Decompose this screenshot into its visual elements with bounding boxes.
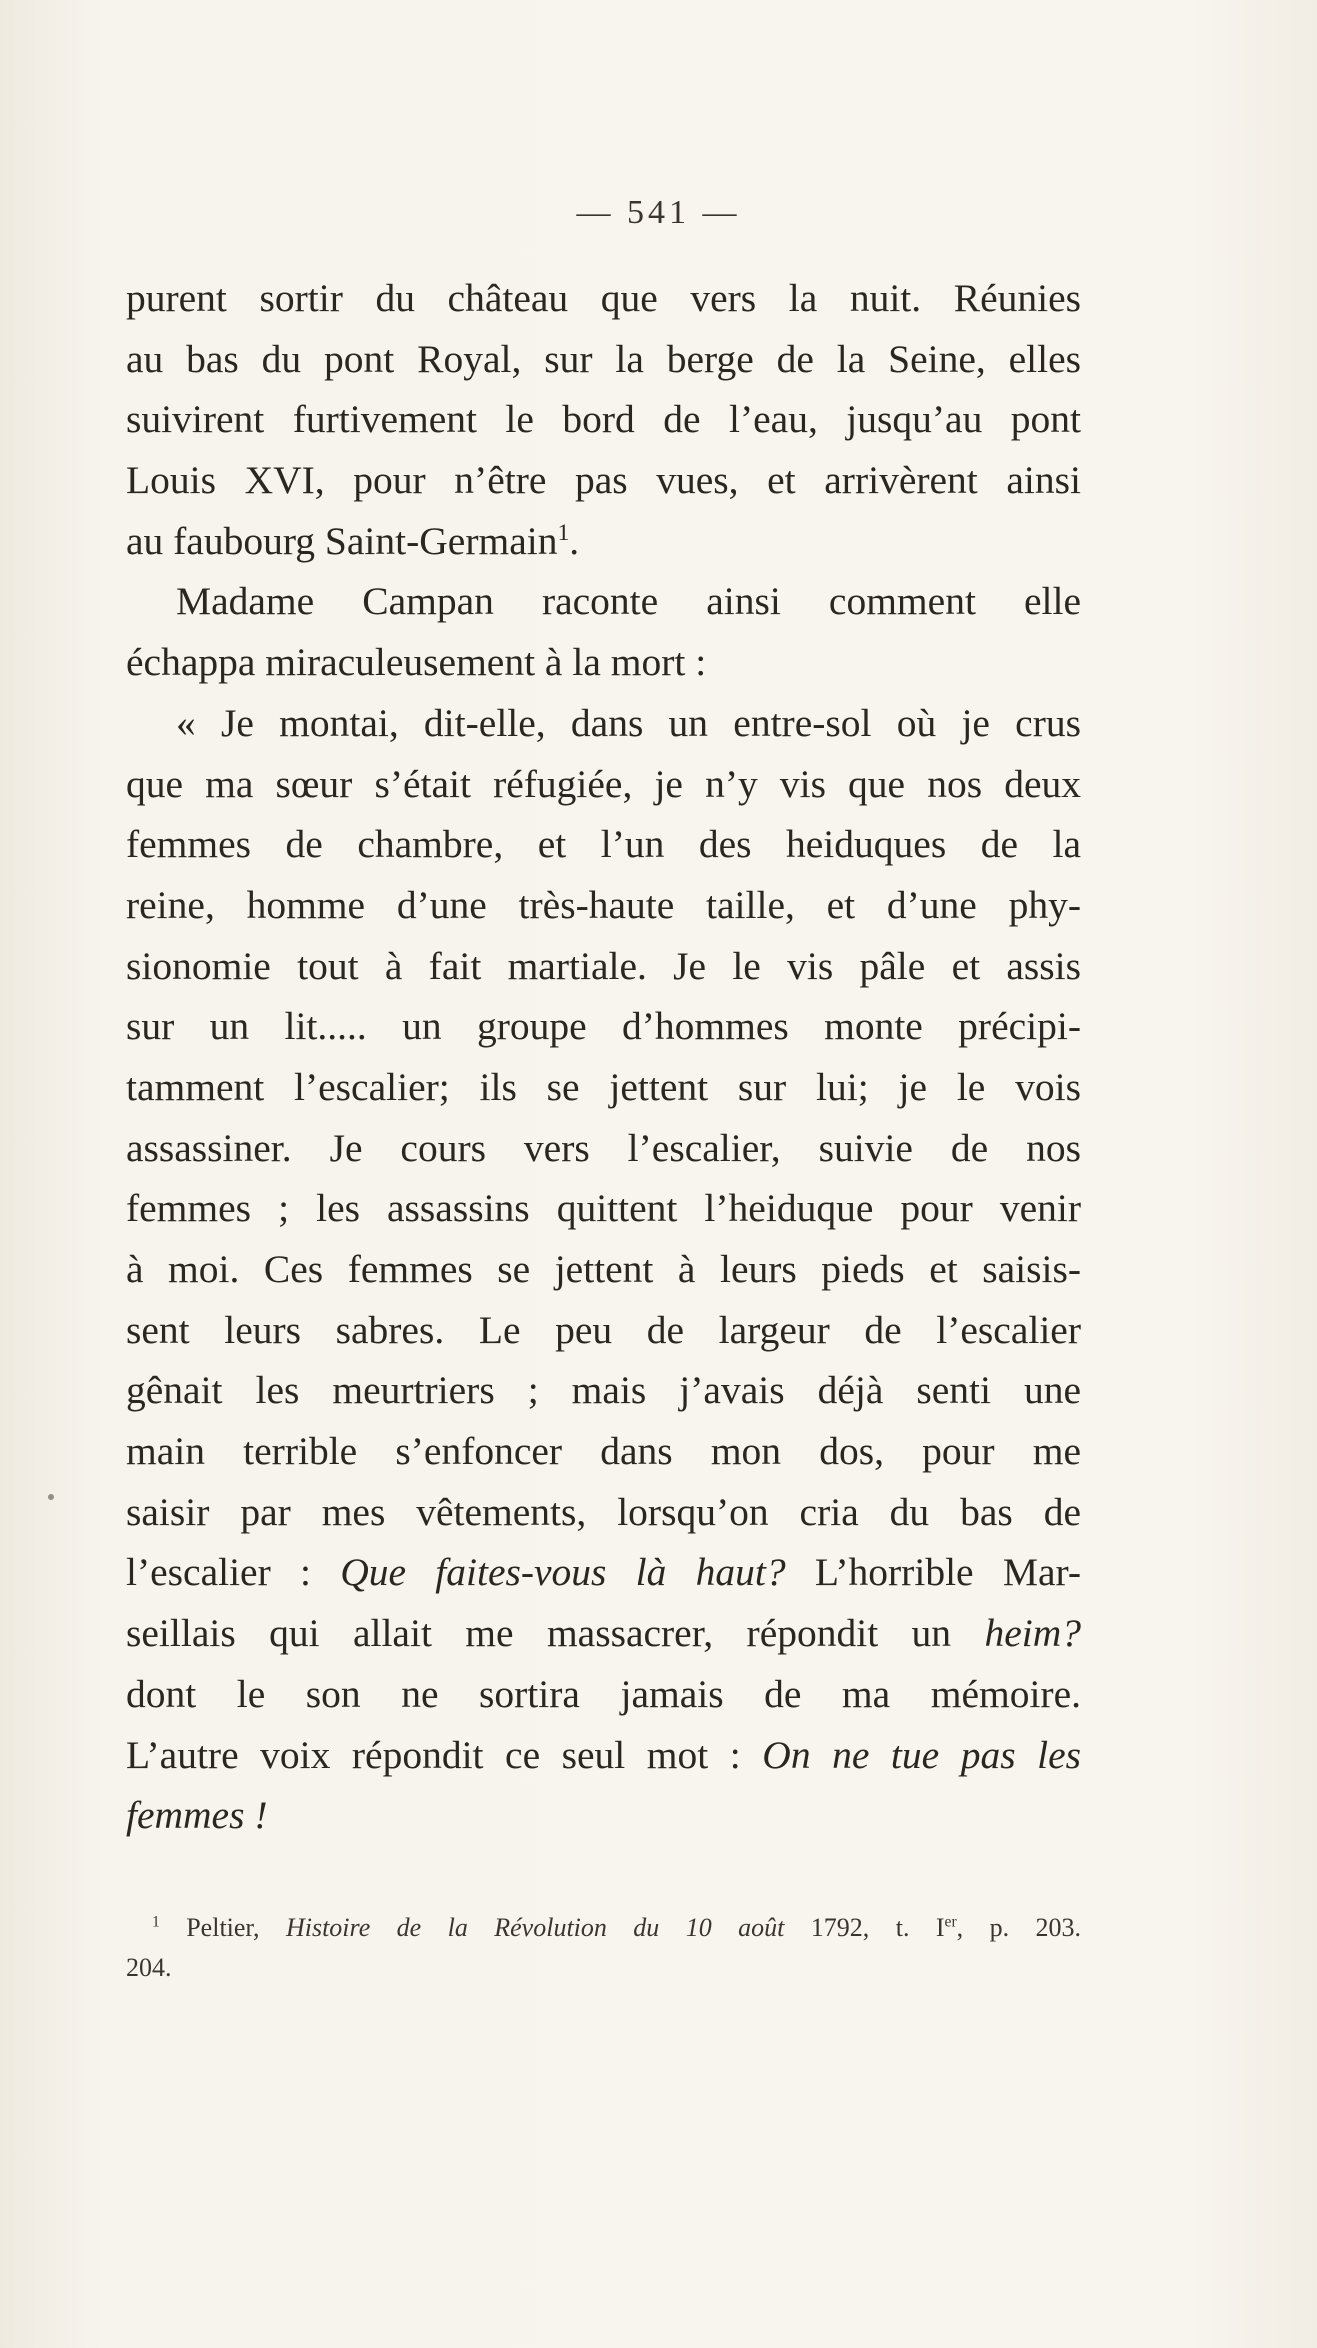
- text-line: sent leurs sabres. Le peu de largeur de l’escalier: [126, 1307, 1081, 1352]
- text-line: à moi. Ces femmes se jettent à leurs pieds et saisis-: [126, 1247, 1081, 1291]
- text-line: [126, 1785, 1081, 1846]
- text-line: assassiner. Je cours vers l’escalier, suivie de nos: [126, 1125, 1081, 1170]
- footnote-author: Peltier,: [186, 1913, 286, 1942]
- footnote-line: 204.: [126, 1953, 172, 1982]
- footnote-text: 1792, t. I: [784, 1913, 945, 1942]
- text-line: Madame Campan raconte ainsi comment elle: [176, 579, 1081, 624]
- text-line: dont le son ne sortira jamais de ma mémoire.: [126, 1671, 1081, 1716]
- text-line: femmes de chambre, et l’un des heiduques de la: [126, 822, 1081, 867]
- text-line: gênait les meurtriers ; mais j’avais déjà senti une: [126, 1368, 1081, 1413]
- italic-speech: heim?: [984, 1611, 1081, 1656]
- text-line: femmes ; les assassins quittent l’heiduque pour venir: [126, 1186, 1081, 1231]
- text-line: suivirent furtivement le bord de l’eau, jusqu’au pont: [126, 397, 1081, 442]
- text-line: saisir par mes vêtements, lorsqu’on cria du bas de: [126, 1489, 1081, 1534]
- text-span: au faubourg Saint-Germain: [126, 518, 558, 563]
- text-line: [126, 1725, 1081, 1786]
- text-line: « Je montai, dit-elle, dans un entre-sol où je crus: [176, 700, 1081, 745]
- footnote-text: , p. 203.: [956, 1913, 1081, 1942]
- text-line: [126, 1542, 1081, 1603]
- page-number: — 541 —: [576, 194, 741, 231]
- footnote: [126, 1908, 1081, 1988]
- text-line: purent sortir du château que vers la nuit. Réunies: [126, 276, 1081, 320]
- footnote-sup: er: [944, 1913, 957, 1931]
- footnote-ref: 1: [557, 519, 570, 546]
- text-line: reine, homme d’une très-haute taille, et d’une phy-: [126, 882, 1081, 927]
- text-span: .: [569, 518, 580, 563]
- footnote-marker: 1: [152, 1913, 160, 1931]
- text-span: seillais qui allait me massacrer, répondit un: [126, 1611, 985, 1656]
- footnote-line: [126, 1908, 1081, 1948]
- text-line: [126, 511, 1081, 572]
- italic-speech: femmes !: [126, 1793, 268, 1838]
- italic-speech: On ne tue pas les: [762, 1732, 1081, 1777]
- text-line: au bas du pont Royal, sur la berge de la Seine, elles: [126, 336, 1081, 381]
- text-line: Louis XVI, pour n’être pas vues, et arrivèrent ainsi: [126, 458, 1081, 503]
- text-span: L’horrible Mar-: [785, 1550, 1081, 1595]
- text-line: main terrible s’enfoncer dans mon dos, pour me: [126, 1429, 1081, 1474]
- text-span: L’autre voix répondit ce seul mot :: [126, 1732, 763, 1777]
- footnote-title: Histoire de la Révolution du 10 août: [285, 1913, 785, 1942]
- text-line: [126, 1603, 1081, 1664]
- text-line: sur un lit..... un groupe d’hommes monte précipi-: [126, 1004, 1081, 1049]
- text-span: l’escalier :: [126, 1550, 341, 1595]
- body-text: [126, 268, 1081, 1846]
- text-line: tamment l’escalier; ils se jettent sur lui; je le vois: [126, 1064, 1081, 1109]
- text-line: échappa miraculeusement à la mort :: [126, 640, 707, 685]
- paper-speck: [48, 1494, 54, 1500]
- text-line: sionomie tout à fait martiale. Je le vis pâle et assis: [126, 943, 1081, 988]
- italic-speech: Que faites-vous là haut?: [340, 1550, 786, 1595]
- text-line: que ma sœur s’était réfugiée, je n’y vis que nos deux: [126, 761, 1081, 806]
